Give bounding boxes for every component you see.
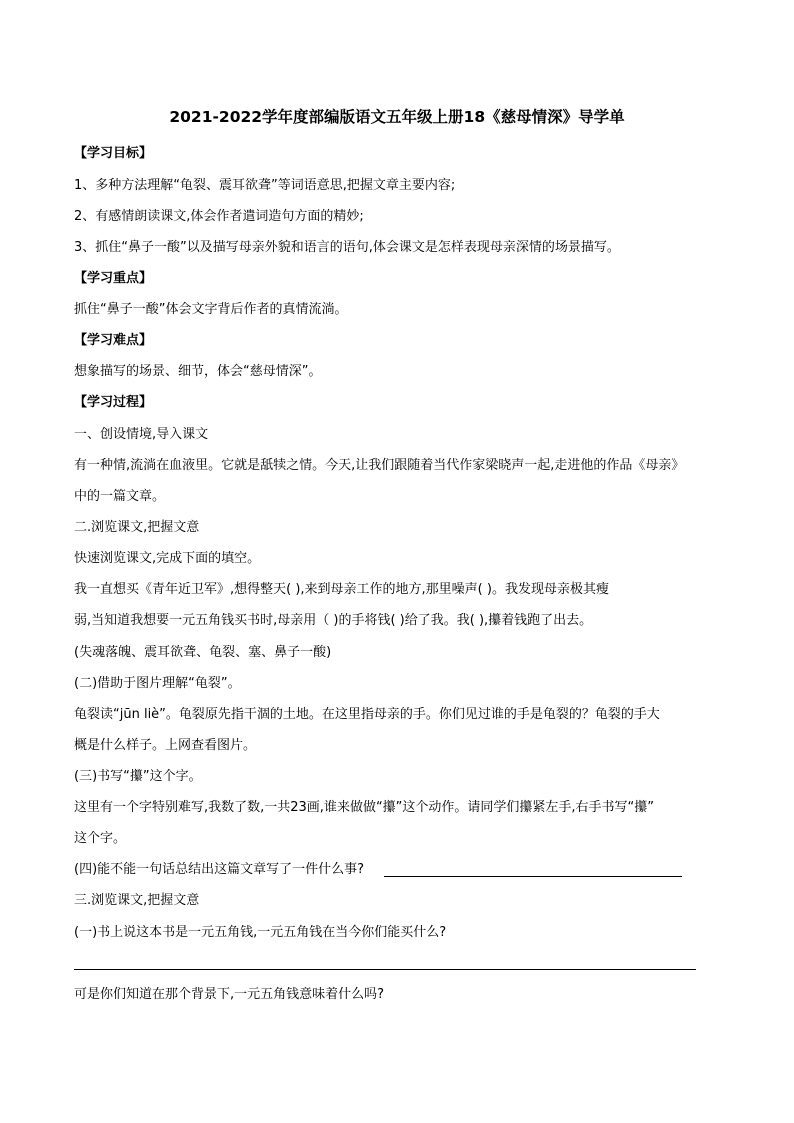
sub2-text-line1: 龟裂读“jūn liè”。龟裂原先指干涸的土地。在这里指母亲的手。你们见过谁的手是龟裂的？龟裂的手大 — [74, 707, 660, 722]
fill-blank-line2: 弱,当知道我想要一元五角钱买书时,母亲用（ )的手将钱( )给了我。我( ),攥着钱跑了出去。 — [74, 613, 593, 628]
goal-item-1: 1、多种方法理解“龟裂、震耳欲聋”等词语意思,把握文章主要内容; — [74, 178, 456, 193]
part3-question1: (一)书上说这本书是一元五角钱,一元五角钱在当今你们能买什么? — [74, 925, 447, 940]
goal-item-3: 3、抓住“鼻子一酸”以及描写母亲外貌和语言的语句,体会课文是怎样表现母亲深情的场景描写。 — [74, 240, 620, 255]
part1-title: 一、创设情境,导入课文 — [74, 427, 209, 442]
key-points-heading: 【学习重点】 — [74, 271, 153, 286]
sub2-title: (二)借助于图片理解“龟裂”。 — [74, 676, 241, 691]
part1-text-line1: 有一种情,流淌在血液里。它就是舐犊之情。今天,让我们跟随着当代作家梁晓声一起,走进他的作品《母亲》 — [74, 458, 685, 473]
sub3-text-line2: 这个字。 — [74, 831, 127, 846]
process-heading: 【学习过程】 — [74, 395, 153, 410]
part2-intro: 快速浏览课文,完成下面的填空。 — [74, 551, 261, 566]
goal-item-2: 2、有感情朗读课文,体会作者遣词造句方面的精妙; — [74, 209, 364, 224]
key-points-text: 抓住“鼻子一酸”体会文字背后作者的真情流淌。 — [74, 302, 348, 317]
sub3-title: (三)书写“攥”这个字。 — [74, 769, 202, 784]
sub3-text-line1: 这里有一个字特别难写,我数了数,一共23画,谁来做做“攥”这个动作。请同学们攥紧左手,右手书写“攥” — [74, 800, 655, 815]
difficulty-heading: 【学习难点】 — [74, 333, 153, 348]
document-title: 2021-2022学年度部编版语文五年级上册18《慈母情深》导学单 — [169, 108, 625, 126]
part3-title: 三.浏览课文,把握文意 — [74, 893, 200, 908]
part3-question2: 可是你们知道在那个背景下,一元五角钱意味着什么吗? — [74, 987, 385, 1002]
part1-text-line2: 中的一篇文章。 — [74, 489, 166, 504]
answer-blank-line[interactable] — [384, 876, 682, 877]
fill-blank-options: (失魂落魄、震耳欲聋、龟裂、塞、鼻子一酸) — [74, 645, 332, 660]
difficulty-text: 想象描写的场景、细节，体会“慈母情深”。 — [74, 364, 322, 379]
fill-blank-line1: 我一直想买《青年近卫军》,想得整天( ),来到母亲工作的地方,那里噪声( )。我发现母亲极其瘦 — [74, 582, 609, 597]
sub2-text-line2: 概是什么样子。上网查看图片。 — [74, 738, 257, 753]
answer-blank-line[interactable] — [74, 969, 696, 970]
learning-goals-heading: 【学习目标】 — [74, 146, 153, 161]
part2-title: 二.浏览课文,把握文意 — [74, 520, 200, 535]
sub4-question: (四)能不能一句话总结出这篇文章写了一件什么事? — [74, 862, 365, 877]
